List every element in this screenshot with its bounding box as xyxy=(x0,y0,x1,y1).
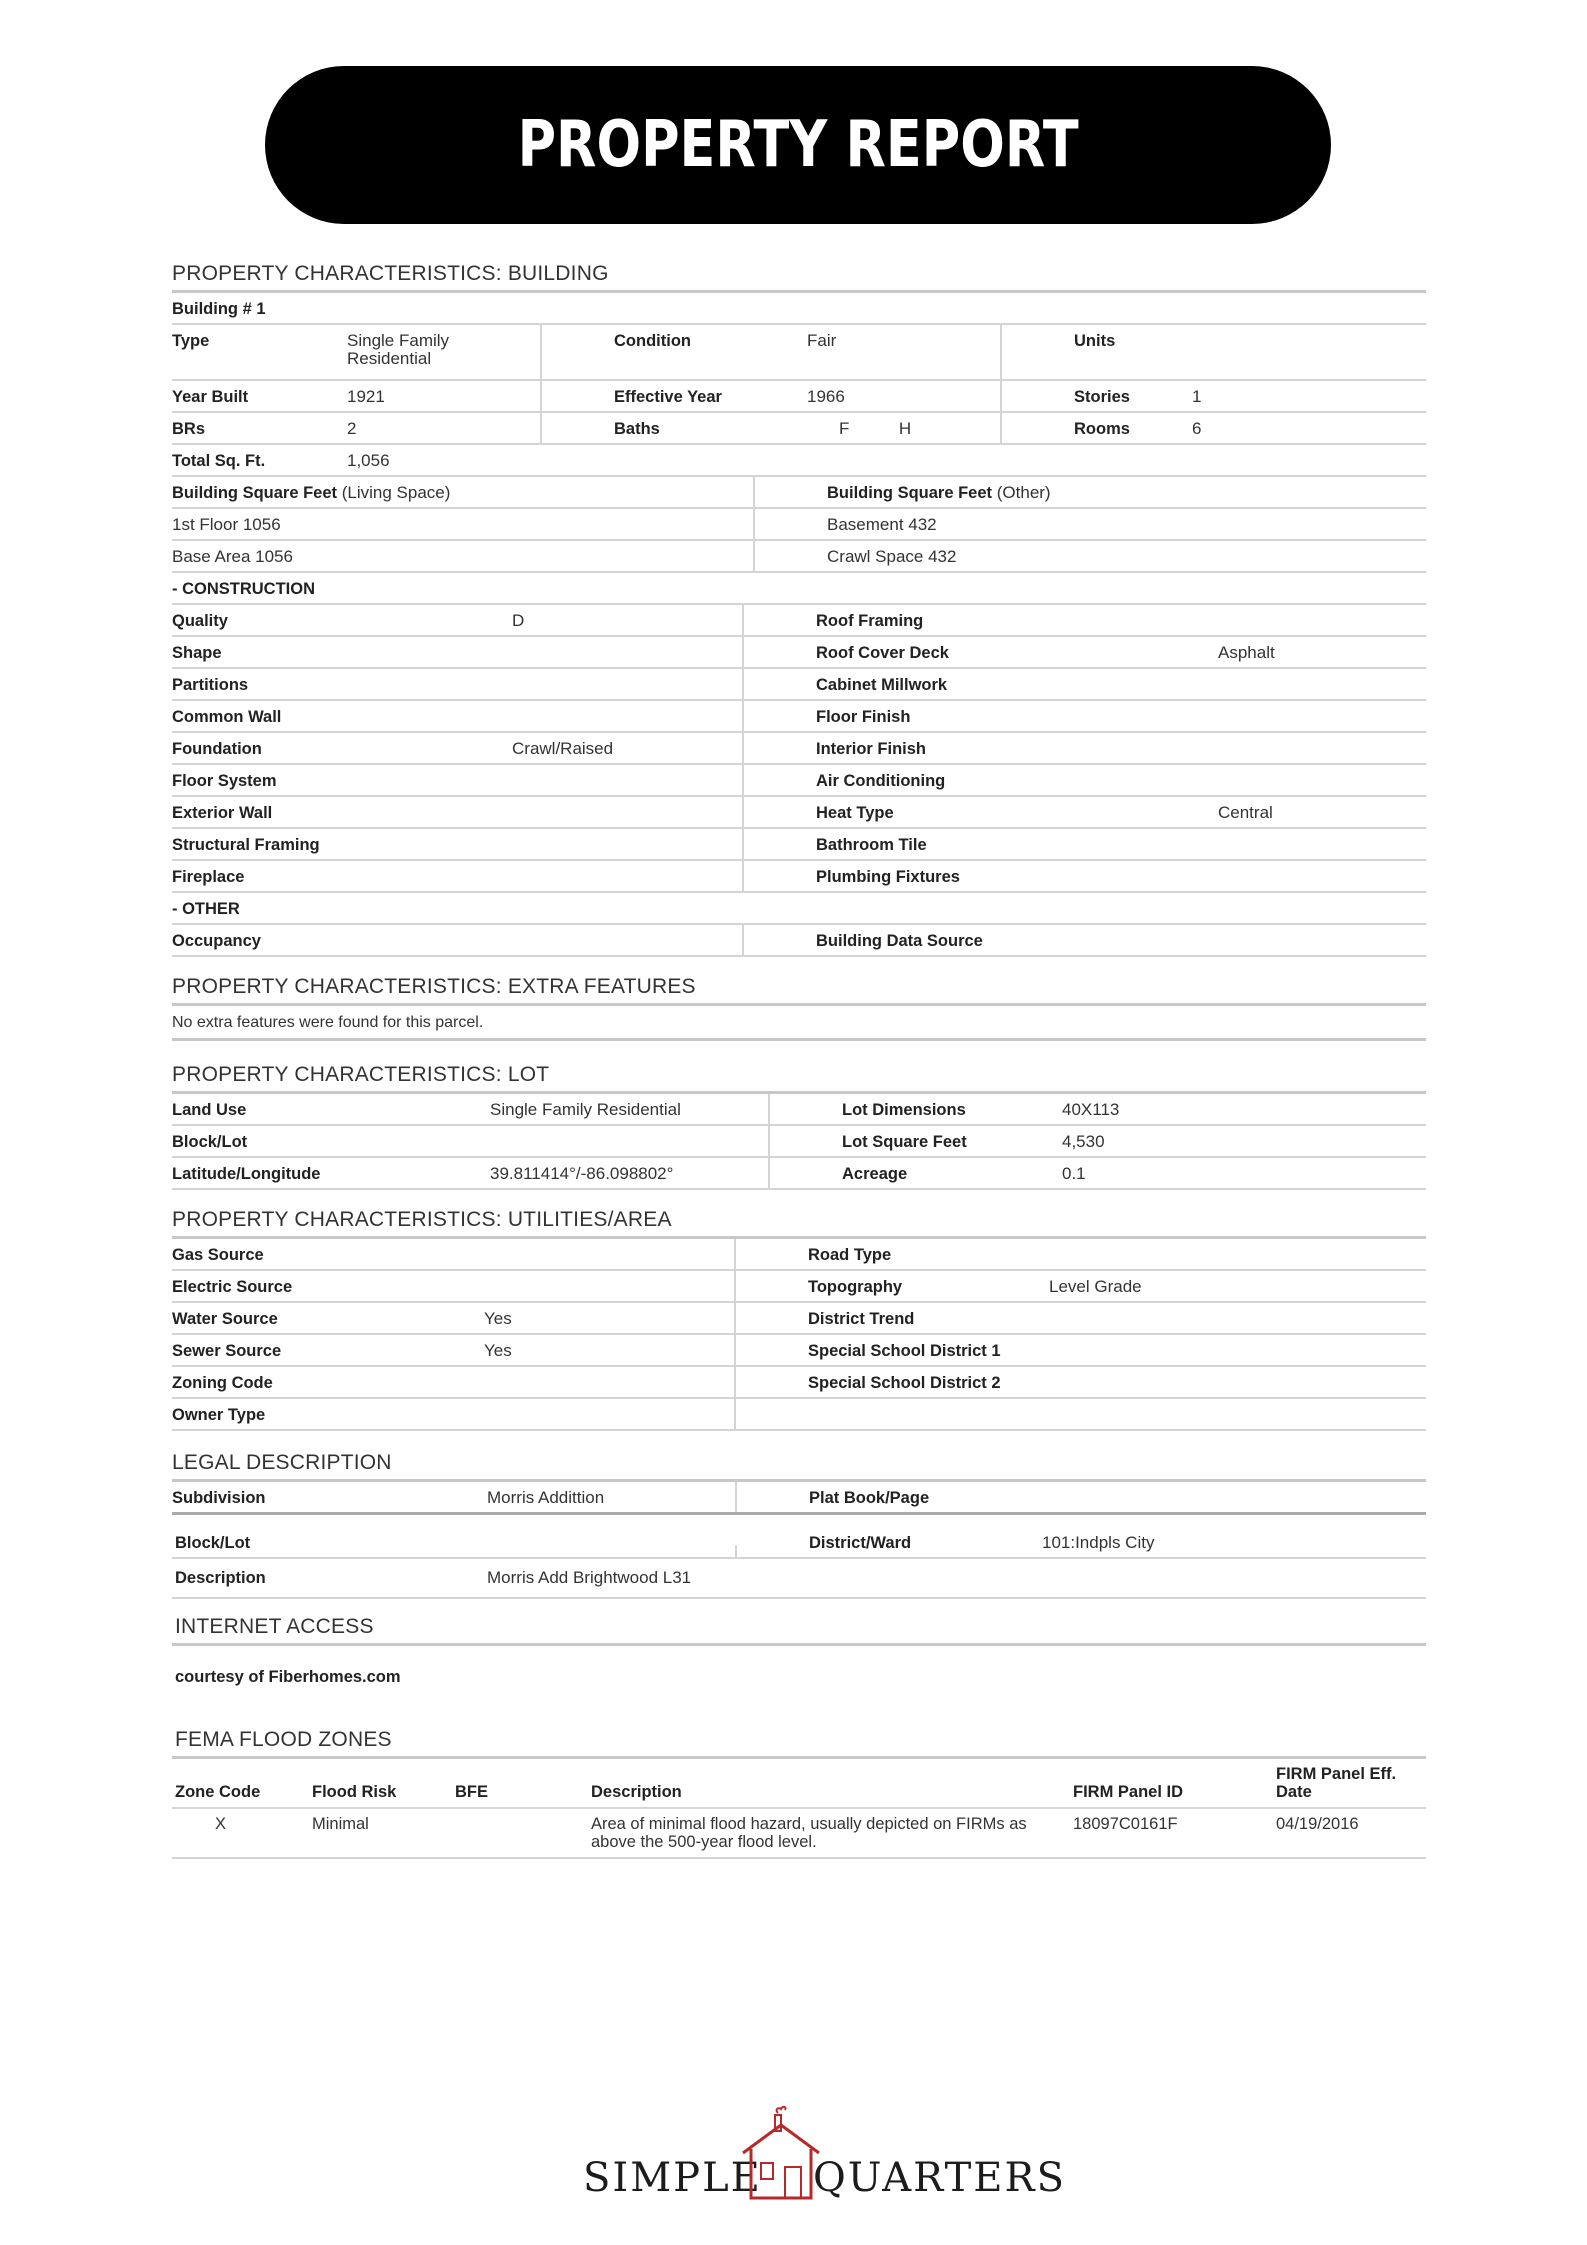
utilities-value-right xyxy=(1049,1399,1426,1429)
utilities-value-left xyxy=(484,1399,736,1429)
construction-value-right xyxy=(1218,733,1426,763)
base-area: Base Area 1056 xyxy=(172,541,755,571)
units-label: Units xyxy=(1074,332,1116,350)
title-banner xyxy=(265,66,1331,224)
utilities-value-right: Level Grade xyxy=(1049,1277,1142,1296)
subdivision-label: Subdivision xyxy=(172,1489,266,1507)
units-value xyxy=(1192,325,1426,379)
construction-value-left xyxy=(512,701,744,731)
construction-row xyxy=(172,861,1426,893)
construction-value-right: Central xyxy=(1218,803,1273,822)
description-value: Morris Add Brightwood L31 xyxy=(487,1568,692,1587)
basement: Basement 432 xyxy=(827,515,937,534)
baths-half: H xyxy=(898,419,912,438)
living-space-label: Building Square Feet xyxy=(172,484,338,502)
construction-row xyxy=(172,765,1426,797)
col-flood-risk: Flood Risk xyxy=(312,1783,397,1801)
utilities-label-right xyxy=(736,1399,1049,1429)
construction-label-left: Floor System xyxy=(172,772,277,790)
construction-label-left: Exterior Wall xyxy=(172,804,273,822)
sqft-row-2 xyxy=(172,541,1426,573)
baths-label: Baths xyxy=(614,420,660,438)
lot-value-right: 4,530 xyxy=(1062,1132,1105,1151)
construction-value-right xyxy=(1218,861,1426,891)
sqft-row-1 xyxy=(172,509,1426,541)
construction-label-right: Plumbing Fixtures xyxy=(816,868,960,886)
occupancy-row xyxy=(172,925,1426,957)
section-heading-internet: INTERNET ACCESS xyxy=(172,1609,1426,1646)
construction-label-right: Roof Cover Deck xyxy=(816,644,949,662)
lot-row xyxy=(172,1126,1426,1158)
construction-row xyxy=(172,605,1426,637)
lot-value-left xyxy=(490,1126,770,1156)
building-number: Building # 1 xyxy=(172,300,266,318)
construction-label-right: Bathroom Tile xyxy=(816,836,927,854)
lot-label-left: Block/Lot xyxy=(172,1133,248,1151)
utilities-row xyxy=(172,1239,1426,1271)
utilities-row xyxy=(172,1367,1426,1399)
flood-firm-panel-id: 18097C0161F xyxy=(1073,1815,1178,1833)
total-sqft-label: Total Sq. Ft. xyxy=(172,452,266,470)
lot-table xyxy=(172,1094,1426,1190)
construction-value-right: Asphalt xyxy=(1218,643,1275,662)
utilities-label-left: Electric Source xyxy=(172,1278,293,1296)
baths-values xyxy=(747,413,1002,443)
year-built-value: 1921 xyxy=(347,381,542,411)
construction-value-left xyxy=(512,861,744,891)
lot-value-left: Single Family Residential xyxy=(490,1094,770,1124)
section-heading-fema: FEMA FLOOD ZONES xyxy=(172,1722,1426,1759)
rooms-label: Rooms xyxy=(1074,420,1130,438)
extra-features-note: No extra features were found for this parcel. xyxy=(172,1006,1426,1041)
plat-book-value xyxy=(1042,1482,1426,1512)
section-heading-building: PROPERTY CHARACTERISTICS: BUILDING xyxy=(172,256,1426,293)
lot-value-right: 0.1 xyxy=(1062,1164,1086,1183)
col-description: Description xyxy=(591,1783,682,1801)
flood-firm-panel-date: 04/19/2016 xyxy=(1276,1815,1359,1833)
utilities-label-right: District Trend xyxy=(808,1310,915,1328)
section-heading-extra: PROPERTY CHARACTERISTICS: EXTRA FEATURES xyxy=(172,969,1426,1006)
utilities-value-right xyxy=(1049,1335,1426,1365)
construction-value-right xyxy=(1218,765,1426,795)
utilities-value-right xyxy=(1049,1367,1426,1397)
building-number-row xyxy=(172,293,1426,325)
utilities-value-left: Yes xyxy=(484,1303,736,1333)
utilities-row xyxy=(172,1399,1426,1431)
utilities-value-left xyxy=(484,1367,736,1397)
legal-row-description xyxy=(172,1559,1426,1599)
logo-text-quarters: QUARTERS xyxy=(813,2155,1066,2201)
lot-label-left: Land Use xyxy=(172,1101,247,1119)
utilities-label-left: Owner Type xyxy=(172,1406,266,1424)
section-heading-utilities: PROPERTY CHARACTERISTICS: UTILITIES/AREA xyxy=(172,1202,1426,1239)
lot-label-right: Lot Dimensions xyxy=(842,1101,966,1119)
type-label: Type xyxy=(172,332,210,350)
total-sqft-value: 1,056 xyxy=(347,451,390,470)
construction-label-right: Interior Finish xyxy=(816,740,927,758)
other-heading: - OTHER xyxy=(172,900,240,918)
house-icon xyxy=(741,2105,821,2200)
construction-value-left xyxy=(512,829,744,859)
utilities-value-right xyxy=(1049,1303,1426,1333)
construction-value-right xyxy=(1218,605,1426,635)
construction-row xyxy=(172,829,1426,861)
construction-row xyxy=(172,701,1426,733)
construction-value-left: D xyxy=(512,605,744,635)
subdivision-value: Morris Addittion xyxy=(487,1482,737,1512)
construction-value-right xyxy=(1218,669,1426,699)
brs-value: 2 xyxy=(347,413,542,443)
sqft-header-row xyxy=(172,477,1426,509)
construction-label-left: Fireplace xyxy=(172,868,245,886)
flood-bfe xyxy=(455,1809,591,1857)
utilities-label-right: Special School District 1 xyxy=(808,1342,1001,1360)
flood-description: Area of minimal flood hazard, usually depicted on FIRMs as above the 500-year flood level. xyxy=(591,1815,1027,1851)
construction-label-right: Floor Finish xyxy=(816,708,911,726)
occupancy-label: Occupancy xyxy=(172,925,744,955)
utilities-label-right: Road Type xyxy=(808,1246,892,1264)
legal-blocklot-value xyxy=(487,1545,737,1557)
construction-label-left: Quality xyxy=(172,612,228,630)
construction-row xyxy=(172,637,1426,669)
lot-label-right: Acreage xyxy=(842,1165,908,1183)
utilities-label-left: Water Source xyxy=(172,1310,278,1328)
construction-row xyxy=(172,669,1426,701)
construction-label-left: Shape xyxy=(172,644,222,662)
construction-label-left: Foundation xyxy=(172,740,262,758)
living-space-suffix: (Living Space) xyxy=(337,483,451,502)
construction-value-left xyxy=(512,765,744,795)
utilities-label-left: Sewer Source xyxy=(172,1342,282,1360)
building-data-source-label: Building Data Source xyxy=(816,932,983,950)
baths-full: F xyxy=(839,419,850,438)
section-heading-lot: PROPERTY CHARACTERISTICS: LOT xyxy=(172,1057,1426,1094)
construction-value-left xyxy=(512,637,744,667)
construction-heading: - CONSTRUCTION xyxy=(172,580,315,598)
page-title: PROPERTY REPORT xyxy=(517,108,1079,182)
utilities-table xyxy=(172,1239,1426,1431)
building-row-total xyxy=(172,445,1426,477)
legal-blocklot-label: Block/Lot xyxy=(175,1534,251,1552)
construction-heading-row xyxy=(172,573,1426,605)
construction-label-right: Roof Framing xyxy=(816,612,924,630)
lot-label-right: Lot Square Feet xyxy=(842,1133,967,1151)
simple-quarters-logo xyxy=(583,2105,1066,2201)
col-zone-code: Zone Code xyxy=(175,1783,261,1801)
construction-value-right xyxy=(1218,701,1426,731)
utilities-row xyxy=(172,1303,1426,1335)
lot-row xyxy=(172,1158,1426,1190)
col-firm-panel-date: FIRM Panel Eff. Date xyxy=(1276,1765,1397,1801)
rooms-value: 6 xyxy=(1192,419,1202,438)
section-heading-legal: LEGAL DESCRIPTION xyxy=(172,1445,1426,1482)
year-built-label: Year Built xyxy=(172,388,249,406)
building-row-brs xyxy=(172,413,1426,445)
construction-label-left: Common Wall xyxy=(172,708,282,726)
utilities-label-right: Special School District 2 xyxy=(808,1374,1001,1392)
construction-label-left: Partitions xyxy=(172,676,249,694)
construction-value-right xyxy=(1218,829,1426,859)
report-body xyxy=(172,256,1426,1859)
condition-label: Condition xyxy=(614,332,691,350)
type-value: Single Family Residential xyxy=(347,325,542,379)
flood-table-header xyxy=(172,1759,1426,1809)
construction-label-right: Heat Type xyxy=(816,804,894,822)
utilities-row xyxy=(172,1271,1426,1303)
logo-text-simple: SIMPLE xyxy=(583,2155,762,2201)
utilities-label-left: Zoning Code xyxy=(172,1374,273,1392)
internet-courtesy: courtesy of Fiberhomes.com xyxy=(175,1668,401,1686)
utilities-value-left: Yes xyxy=(484,1335,736,1365)
construction-label-left: Structural Framing xyxy=(172,836,320,854)
effective-year-value: 1966 xyxy=(747,381,1002,411)
lot-row xyxy=(172,1094,1426,1126)
construction-value-left xyxy=(512,797,744,827)
utilities-row xyxy=(172,1335,1426,1367)
stories-value: 1 xyxy=(1192,387,1202,406)
lot-value-left: 39.811414°/-86.098802° xyxy=(490,1158,770,1188)
construction-row xyxy=(172,733,1426,765)
utilities-label-right: Topography xyxy=(808,1278,903,1296)
flood-zone-code: X xyxy=(215,1815,227,1833)
construction-row xyxy=(172,797,1426,829)
crawl-space: Crawl Space 432 xyxy=(827,547,957,566)
district-ward-label: District/Ward xyxy=(809,1534,912,1552)
col-firm-panel-id: FIRM Panel ID xyxy=(1073,1783,1184,1801)
flood-table-row xyxy=(172,1809,1426,1859)
stories-label: Stories xyxy=(1074,388,1130,406)
building-row-type xyxy=(172,325,1426,381)
lot-label-left: Latitude/Longitude xyxy=(172,1165,321,1183)
plat-book-label: Plat Book/Page xyxy=(809,1489,930,1507)
construction-label-right: Cabinet Millwork xyxy=(816,676,948,694)
effective-year-label: Effective Year xyxy=(614,388,722,406)
col-bfe: BFE xyxy=(455,1783,488,1801)
other-heading-row xyxy=(172,893,1426,925)
building-row-year xyxy=(172,381,1426,413)
construction-label-right: Air Conditioning xyxy=(816,772,946,790)
construction-table xyxy=(172,605,1426,893)
first-floor: 1st Floor 1056 xyxy=(172,509,755,539)
utilities-value-right xyxy=(1049,1239,1426,1269)
living-space-header xyxy=(172,477,755,507)
construction-value-left xyxy=(512,669,744,699)
flood-risk: Minimal xyxy=(312,1815,369,1833)
district-ward-value: 101:Indpls City xyxy=(1042,1533,1155,1552)
legal-row-blocklot xyxy=(172,1515,1426,1559)
other-space-label: Building Square Feet xyxy=(827,484,993,502)
utilities-value-left xyxy=(484,1271,736,1301)
legal-row-subdivision xyxy=(172,1482,1426,1515)
other-space-suffix: (Other) xyxy=(992,483,1051,502)
other-space-header xyxy=(755,477,1426,507)
brs-label: BRs xyxy=(172,420,206,438)
construction-value-left: Crawl/Raised xyxy=(512,733,744,763)
description-label: Description xyxy=(175,1569,266,1587)
condition-value: Fair xyxy=(747,325,1002,379)
utilities-label-left: Gas Source xyxy=(172,1246,264,1264)
lot-value-right: 40X113 xyxy=(1062,1100,1120,1119)
utilities-value-left xyxy=(484,1239,736,1269)
